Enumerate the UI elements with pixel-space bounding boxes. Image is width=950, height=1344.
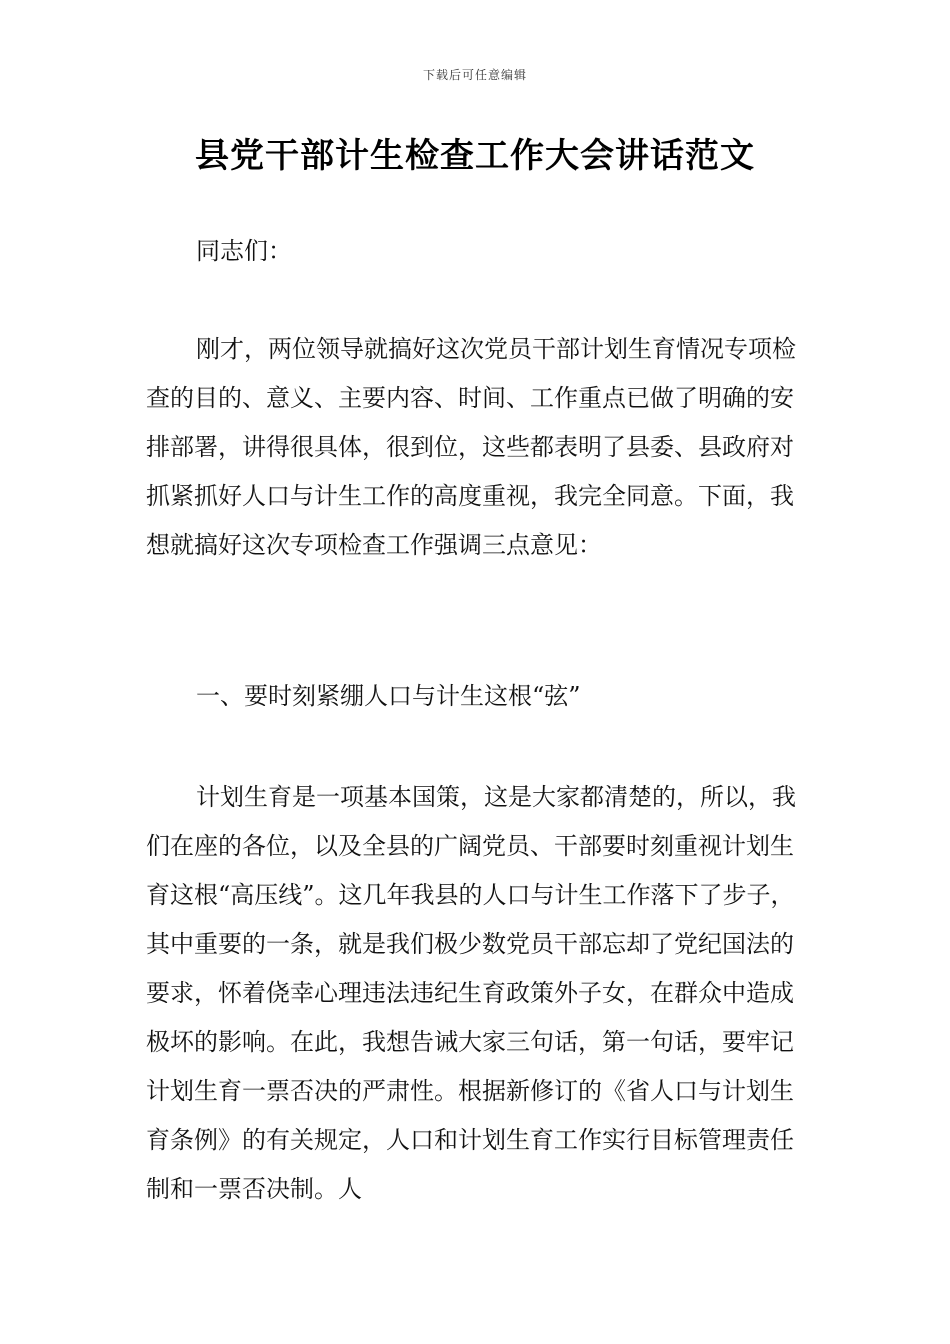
greeting: 同志们： [196,237,292,265]
document-title: 县党干部计生检查工作大会讲话范文 [195,136,755,176]
download-note: 下载后可任意编辑 [422,68,527,82]
section-heading-1: 一、要时刻紧绷人口与计生这根“弦” [196,682,581,710]
paragraph-section-1: 计划生育是一项基本国策，这是大家都清楚的，所以，我们在座的各位，以及全县的广阔党员、干部要时刻重视计划生育这根“高压线”。这几年我县的人口与计生工作落下了步子，其中重要的一条，就是我们极少数党员干部忘却了党纪国法的要求，怀着侥幸心理违法违纪生育政策外子女，在群众中造成极坏的影响。在此，我想告诫大家三句话，第一句话，要牢记计划生育一票否决的严肃性。根据新修订的《省人口与计划生育条例》的有关规定，人口和计划生育工作实行目标管理责任制和一票否决制。人 [146,783,796,1203]
paragraph-opening: 刚才，两位领导就搞好这次党员干部计划生育情况专项检查的目的、意义、主要内容、时间、工作重点已做了明确的安排部署，讲得很具体，很到位，这些都表明了县委、县政府对抓紧抓好人口与计生工作的高度重视，我完全同意。下面，我想就搞好这次专项检查工作强调三点意见： [146,335,796,559]
